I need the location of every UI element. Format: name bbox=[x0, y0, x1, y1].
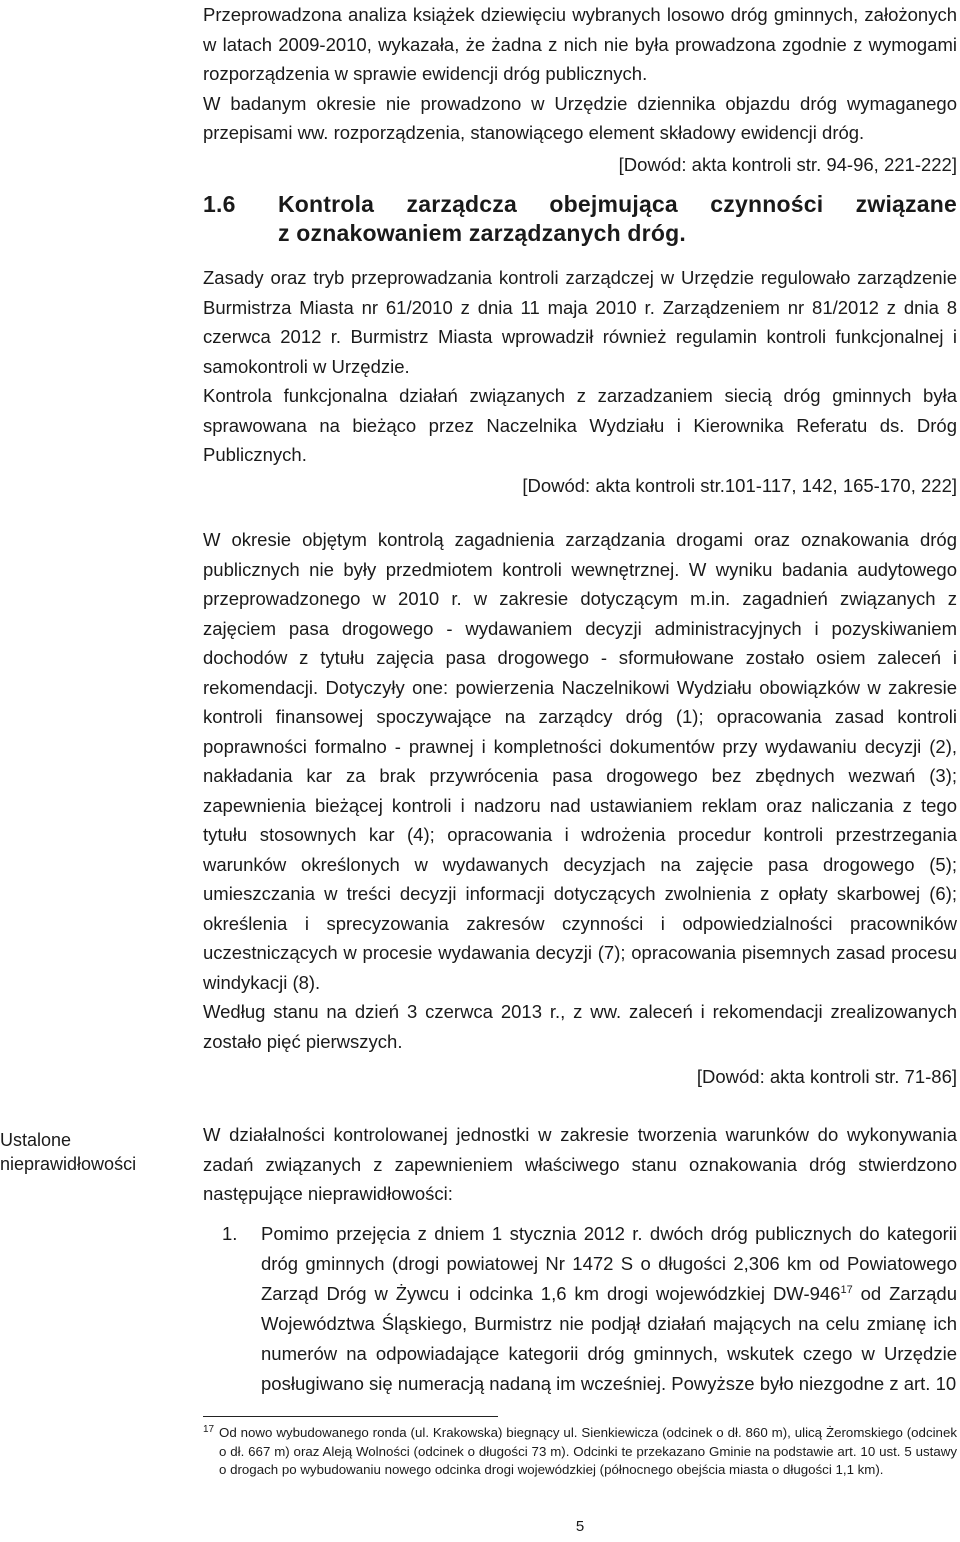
page-number: 5 bbox=[575, 1518, 585, 1535]
section-heading bbox=[203, 190, 957, 248]
margin-label-line-1: Ustalone bbox=[0, 1130, 72, 1150]
evidence-citation-1: [Dowód: akta kontroli str. 94-96, 221-222] bbox=[618, 154, 957, 175]
footnote-number: 17 bbox=[203, 1424, 215, 1435]
paragraph-dziennik: W badanym okresie nie prowadzono w Urzędzie dziennika objazdu dróg wymaganego przepisami ww. rozporządzenia, stanowiącego element składowy ewidencji dróg. bbox=[203, 92, 957, 143]
paragraph-block-1 bbox=[203, 0, 957, 148]
paragraph-block-3 bbox=[203, 525, 957, 1056]
section-title-line-1: Kontrola zarządcza obejmująca czynności związane bbox=[278, 191, 957, 217]
list-item-text bbox=[261, 1219, 957, 1399]
evidence-citation-2: [Dowód: akta kontroli str.101-117, 142, 165-170, 222] bbox=[522, 475, 957, 496]
paragraph-functional-control: Kontrola funkcjonalna działań związanych z zarzadzaniem siecią dróg gminnych była sprawowana na bieżąco przez Naczelnika Wydziału i Kierownika Referatu ds. Dróg Publicznych. bbox=[203, 385, 957, 465]
footnote-reference[interactable]: 17 bbox=[840, 1283, 853, 1296]
paragraph-analysis: Przeprowadzona analiza książek dziewięciu wybranych losowo dróg gminnych, założonych w latach 2009-2010, wykazała, że żadna z nich nie była prowadzona zgodnie z wymogami rozporządzenia w sprawie ewidencji dróg publicznych. bbox=[203, 4, 957, 84]
paragraph-block-4 bbox=[203, 1120, 957, 1209]
paragraph-status: Według stanu na dzień 3 czerwca 2013 r., z ww. zaleceń i rekomendacji zrealizowanych zostało pięć pierwszych. bbox=[203, 1001, 957, 1052]
evidence-citation-3: [Dowód: akta kontroli str. 71-86] bbox=[696, 1066, 957, 1087]
list-item-text-part-a: Pomimo przejęcia z dniem 1 stycznia 2012 r. dwóch dróg publicznych do kategorii dróg gminnych (drogi powiatowej Nr 1472 S o długości 2,306 km od Powiatowego Zarząd Dróg w Żywcu i odcinka 1,6 km drogi wojewódzkiej DW-946 bbox=[261, 1223, 957, 1304]
footnote bbox=[203, 1424, 957, 1480]
margin-label bbox=[0, 1128, 190, 1176]
list-item bbox=[203, 1219, 957, 1399]
paragraph-audit: W okresie objętym kontrolą zagadnienia zarządzania drogami oraz oznakowania dróg publicznych nie były przedmiotem kontroli wewnętrznej. W wyniku badania audytowego przeprowadzonego w 2010 r. w zakresie dotyczącym m.in. zagadnień związanych z zajęciem pasa drogowego - wydawaniem decyzji administracyjnych i pozyskiwaniem dochodów z tytułu zajęcia pasa drogowego - sformułowane zostało osiem zaleceń i rekomendacji. Dotyczyły one: powierzenia Naczelnikowi Wydziału obowiązków w zakresie kontroli finansowej spoczywające na zarządcy dróg (1); opracowania zasad kontroli poprawności formalno - prawnej i kompletności dokumentów przy wydawaniu decyzji (2), nakładania kar za brak przywrócenia pasa drogowego bez zbędnych wezwań (3); zapewnienia bieżącej kontroli i nadzoru nad ustawianiem reklam oraz naliczania z tego tytułu stosownych kar (4); opracowania i wdrożenia procedur kontroli przestrzegania warunków określonych w wydawanych decyzjach na zajęcie pasa drogowego (5); umieszczania w treści decyzji informacji dotyczących zwolnienia z opłaty skarbowej (6); określenia i sprecyzowania zakresów czynności i odpowiedzialności pracowników uczestniczących w procesie wydawania decyzji (7); opracowania pisemnych zasad procesu windykacji (8). bbox=[203, 529, 957, 993]
paragraph-block-2 bbox=[203, 263, 957, 470]
list-item-text-part-b: od Zarządu Województwa Śląskiego, Burmistrz nie podjął działań mających na celu zmianę ich numerów na odpowiadające kategorii dróg gminnych, wskutek czego w Urzędzie posługiwano się numeracją nadaną im wcześniej. Powyższe było niezgodne z art. 10 bbox=[261, 1283, 957, 1394]
footnote-text: Od nowo wybudowanego ronda (ul. Krakowska) biegnący ul. Sienkiewicza (odcinek o dł. 860 m), ulicą Żeromskiego (odcinek o dł. 667 m) oraz Aleją Wolności (odcinek o długości 73 m). Odcinki te przekazano Gminie na podstawie art. 10 ust. 5 ustawy o drogach po wybudowaniu nowego odcinka drogi wojewódzkiej (północnego obejścia miasta o długości 1,1 km). bbox=[219, 1425, 957, 1477]
footnote-separator bbox=[203, 1416, 498, 1417]
section-number: 1.6 bbox=[203, 191, 236, 217]
paragraph-irregularities: W działalności kontrolowanej jednostki w zakresie tworzenia warunków do wykonywania zadań związanych z zapewnieniem właściwego stanu oznakowania dróg stwierdzono następujące nieprawidłowości: bbox=[203, 1124, 957, 1204]
list-item-number: 1. bbox=[222, 1223, 238, 1244]
paragraph-rules: Zasady oraz tryb przeprowadzania kontroli zarządczej w Urzędzie regulowało zarządzenie Burmistrza Miasta nr 61/2010 z dnia 11 maja 2010 r. Zarządzeniem nr 81/2012 z dnia 8 czerwca 2012 r. Burmistrz Miasta wprowadził również regulamin kontroli funkcjonalnej i samokontroli w Urzędzie. bbox=[203, 267, 957, 377]
section-title-line-2: z oznakowaniem zarządzanych dróg. bbox=[278, 220, 686, 246]
margin-label-line-2: nieprawidłowości bbox=[0, 1154, 137, 1174]
